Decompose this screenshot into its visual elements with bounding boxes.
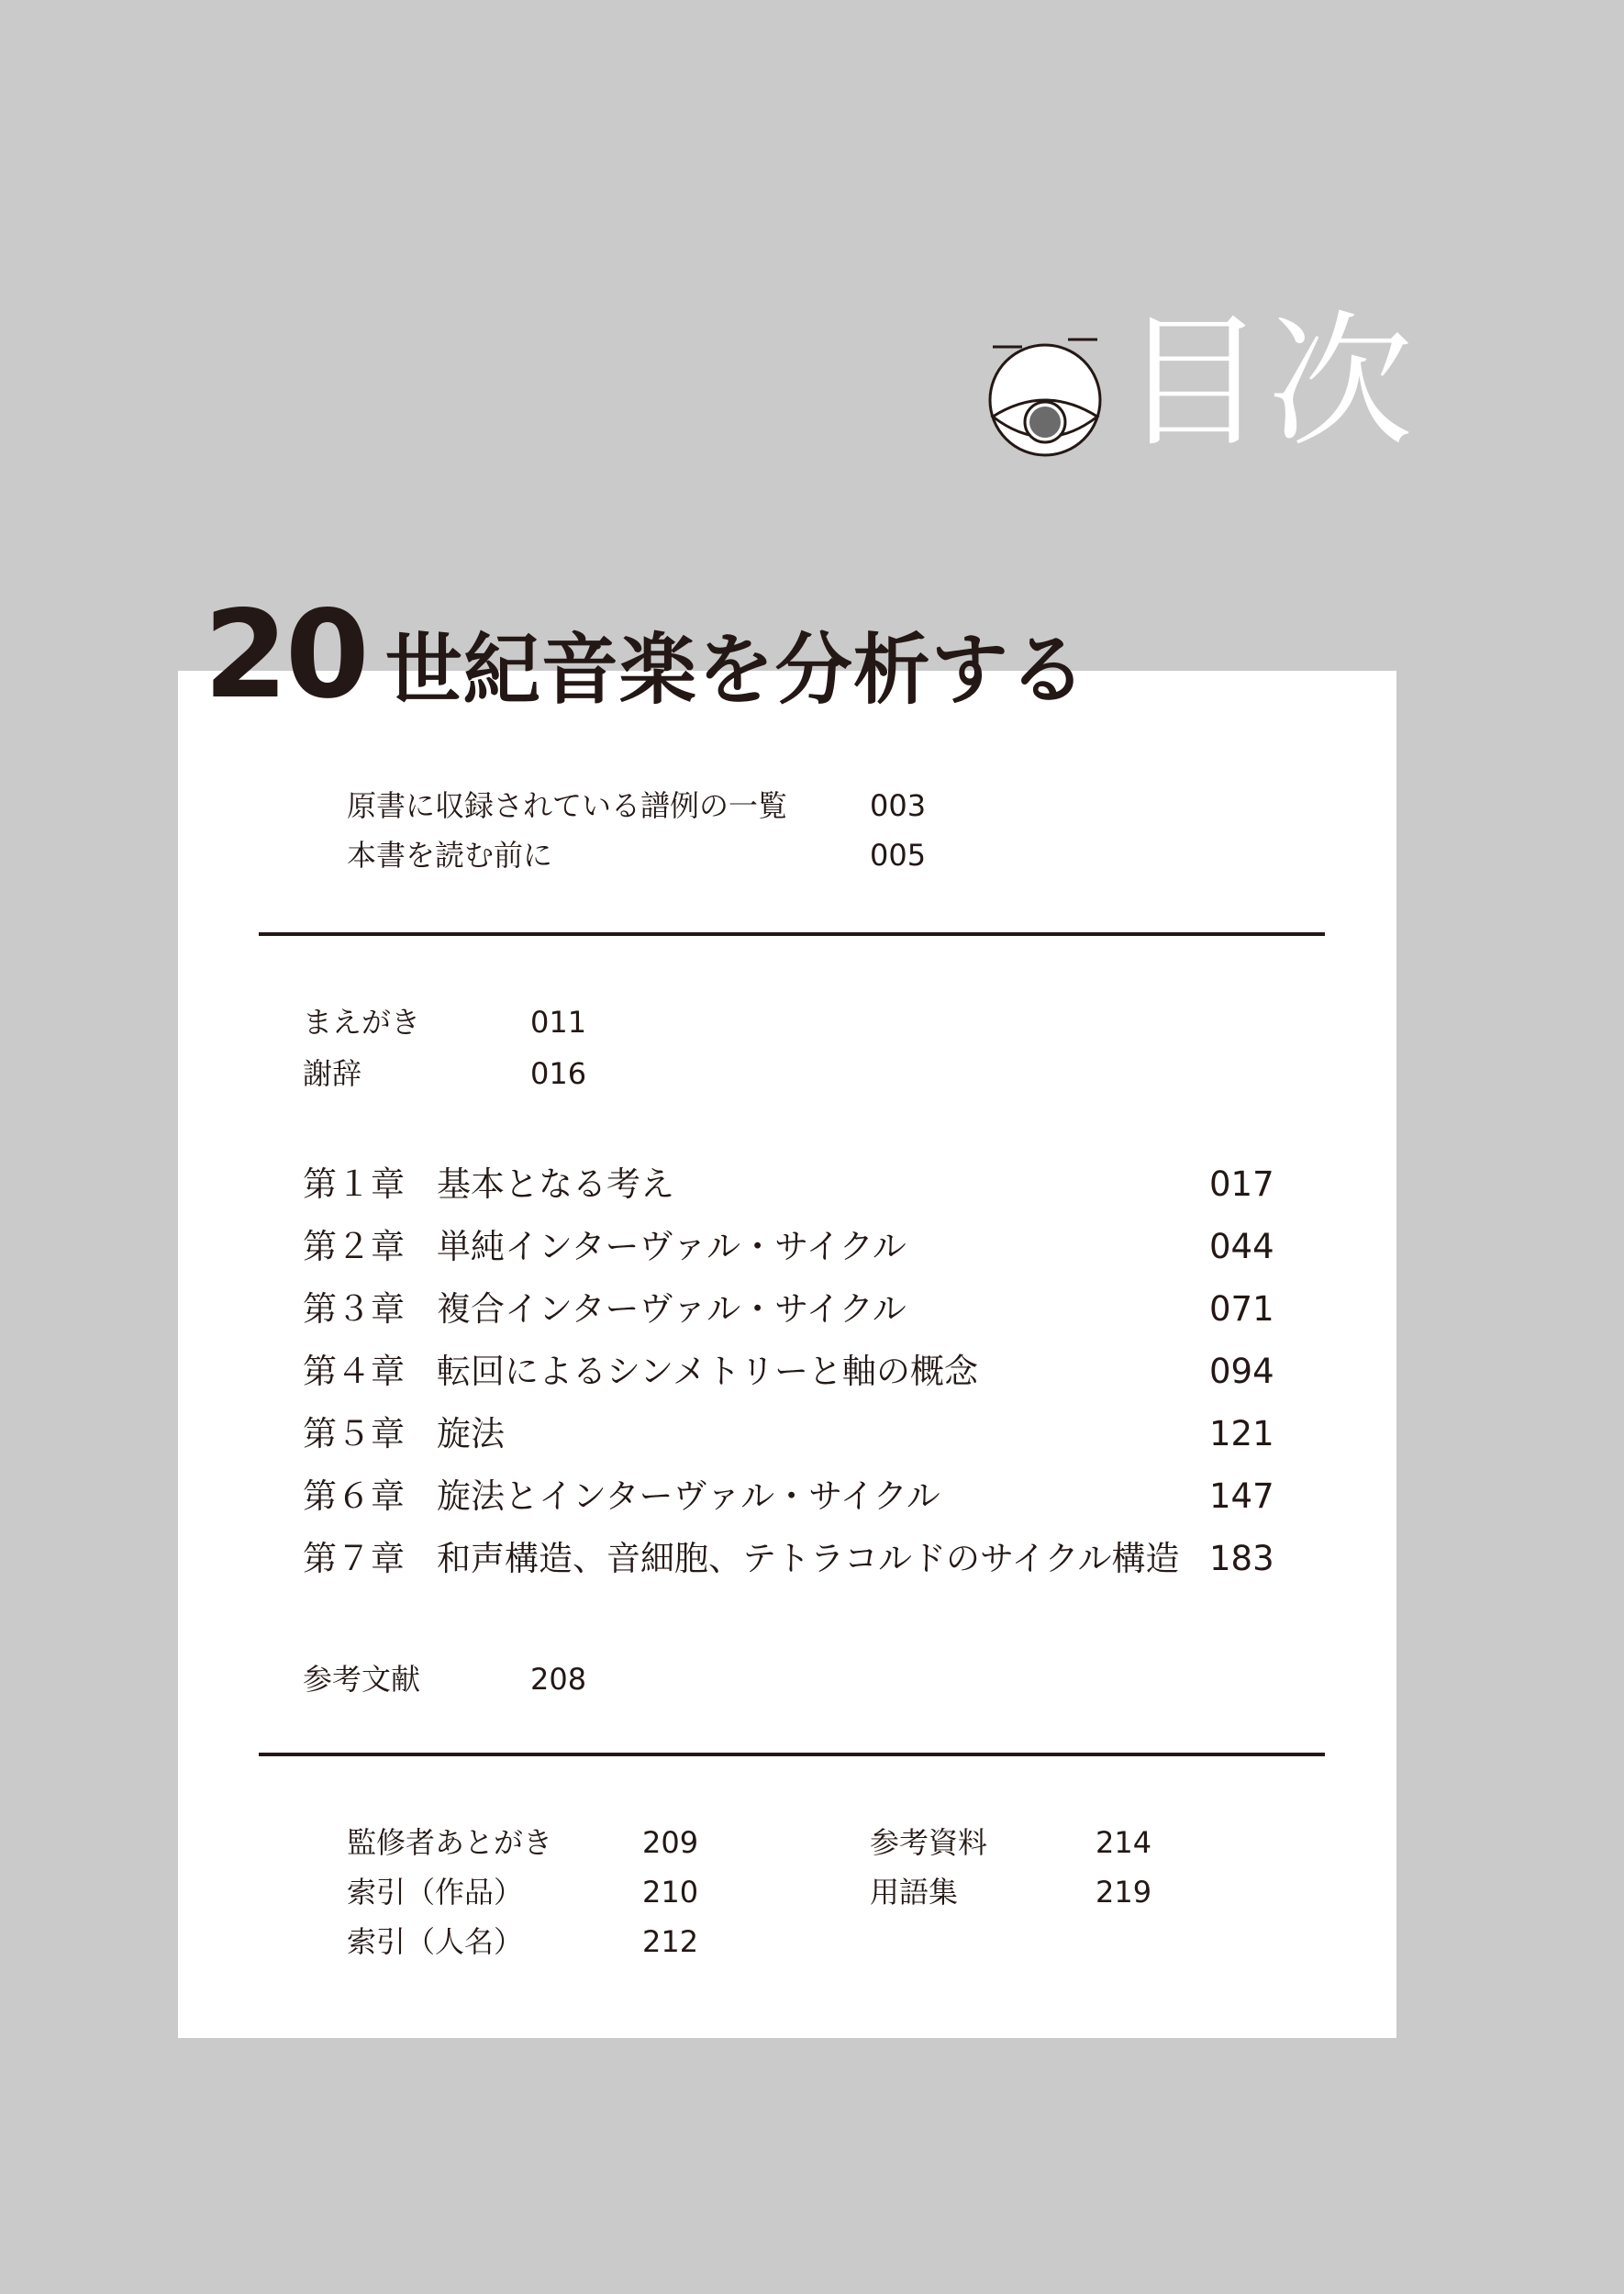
chapter-title: 和声構造、音細胞、テトラコルドのサイクル構造 <box>437 1539 1180 1578</box>
entry-label: 参考文献 <box>303 1662 421 1697</box>
entry-label: 監修者あとがき <box>347 1825 553 1860</box>
entry-label: 本書を読む前に <box>347 838 553 873</box>
chapter-page: 071 <box>1209 1289 1274 1329</box>
entry-page: 003 <box>870 788 927 823</box>
divider <box>259 932 1325 936</box>
entry-page: 005 <box>870 838 927 873</box>
divider <box>259 1753 1325 1756</box>
entry-label: 参考資料 <box>870 1825 988 1860</box>
chapter-title: 複合インターヴァル・サイクル <box>437 1289 907 1329</box>
entry-page: 011 <box>530 1005 587 1040</box>
chapter-number: 第５章 <box>303 1414 405 1453</box>
entry-page: 219 <box>1096 1875 1152 1910</box>
chapter-title: 旋法 <box>437 1414 505 1453</box>
entry-label: 索引（作品） <box>347 1875 524 1910</box>
chapter-page: 094 <box>1209 1352 1274 1391</box>
chapter-number: 第２章 <box>303 1227 405 1266</box>
chapter-number: 第６章 <box>303 1476 405 1516</box>
chapter-page: 121 <box>1209 1414 1274 1453</box>
entry-page: 016 <box>530 1056 587 1091</box>
entry-page: 208 <box>530 1662 587 1697</box>
entry-label: まえがき <box>303 1005 421 1040</box>
chapter-title: 単純インターヴァル・サイクル <box>437 1227 907 1266</box>
chapter-page: 183 <box>1209 1539 1274 1578</box>
eye-icon <box>982 329 1108 457</box>
toc-heading: 目次 <box>1121 298 1415 467</box>
entry-label: 用語集 <box>870 1875 959 1910</box>
entry-page: 214 <box>1096 1825 1152 1860</box>
chapter-number: 第４章 <box>303 1352 405 1391</box>
entry-label: 謝辞 <box>303 1056 362 1091</box>
chapter-page: 017 <box>1209 1164 1274 1204</box>
title-text: 世紀音楽を分析する <box>384 625 1087 715</box>
entry-page: 212 <box>642 1924 699 1959</box>
chapter-title: 旋法とインターヴァル・サイクル <box>437 1476 940 1516</box>
entry-label: 索引（人名） <box>347 1924 524 1959</box>
chapter-number: 第７章 <box>303 1539 405 1578</box>
chapter-number: 第１章 <box>303 1164 405 1204</box>
chapter-page: 044 <box>1209 1227 1274 1266</box>
entry-page: 209 <box>642 1825 699 1860</box>
chapter-page: 147 <box>1209 1476 1274 1516</box>
chapter-number: 第３章 <box>303 1289 405 1329</box>
book-title <box>204 585 1087 726</box>
entry-page: 210 <box>642 1875 699 1910</box>
title-number: 20 <box>204 585 367 726</box>
chapter-title: 基本となる考え <box>437 1164 674 1204</box>
chapter-title: 転回によるシンメトリーと軸の概念 <box>437 1352 978 1391</box>
entry-label: 原書に収録されている譜例の一覧 <box>347 788 788 823</box>
